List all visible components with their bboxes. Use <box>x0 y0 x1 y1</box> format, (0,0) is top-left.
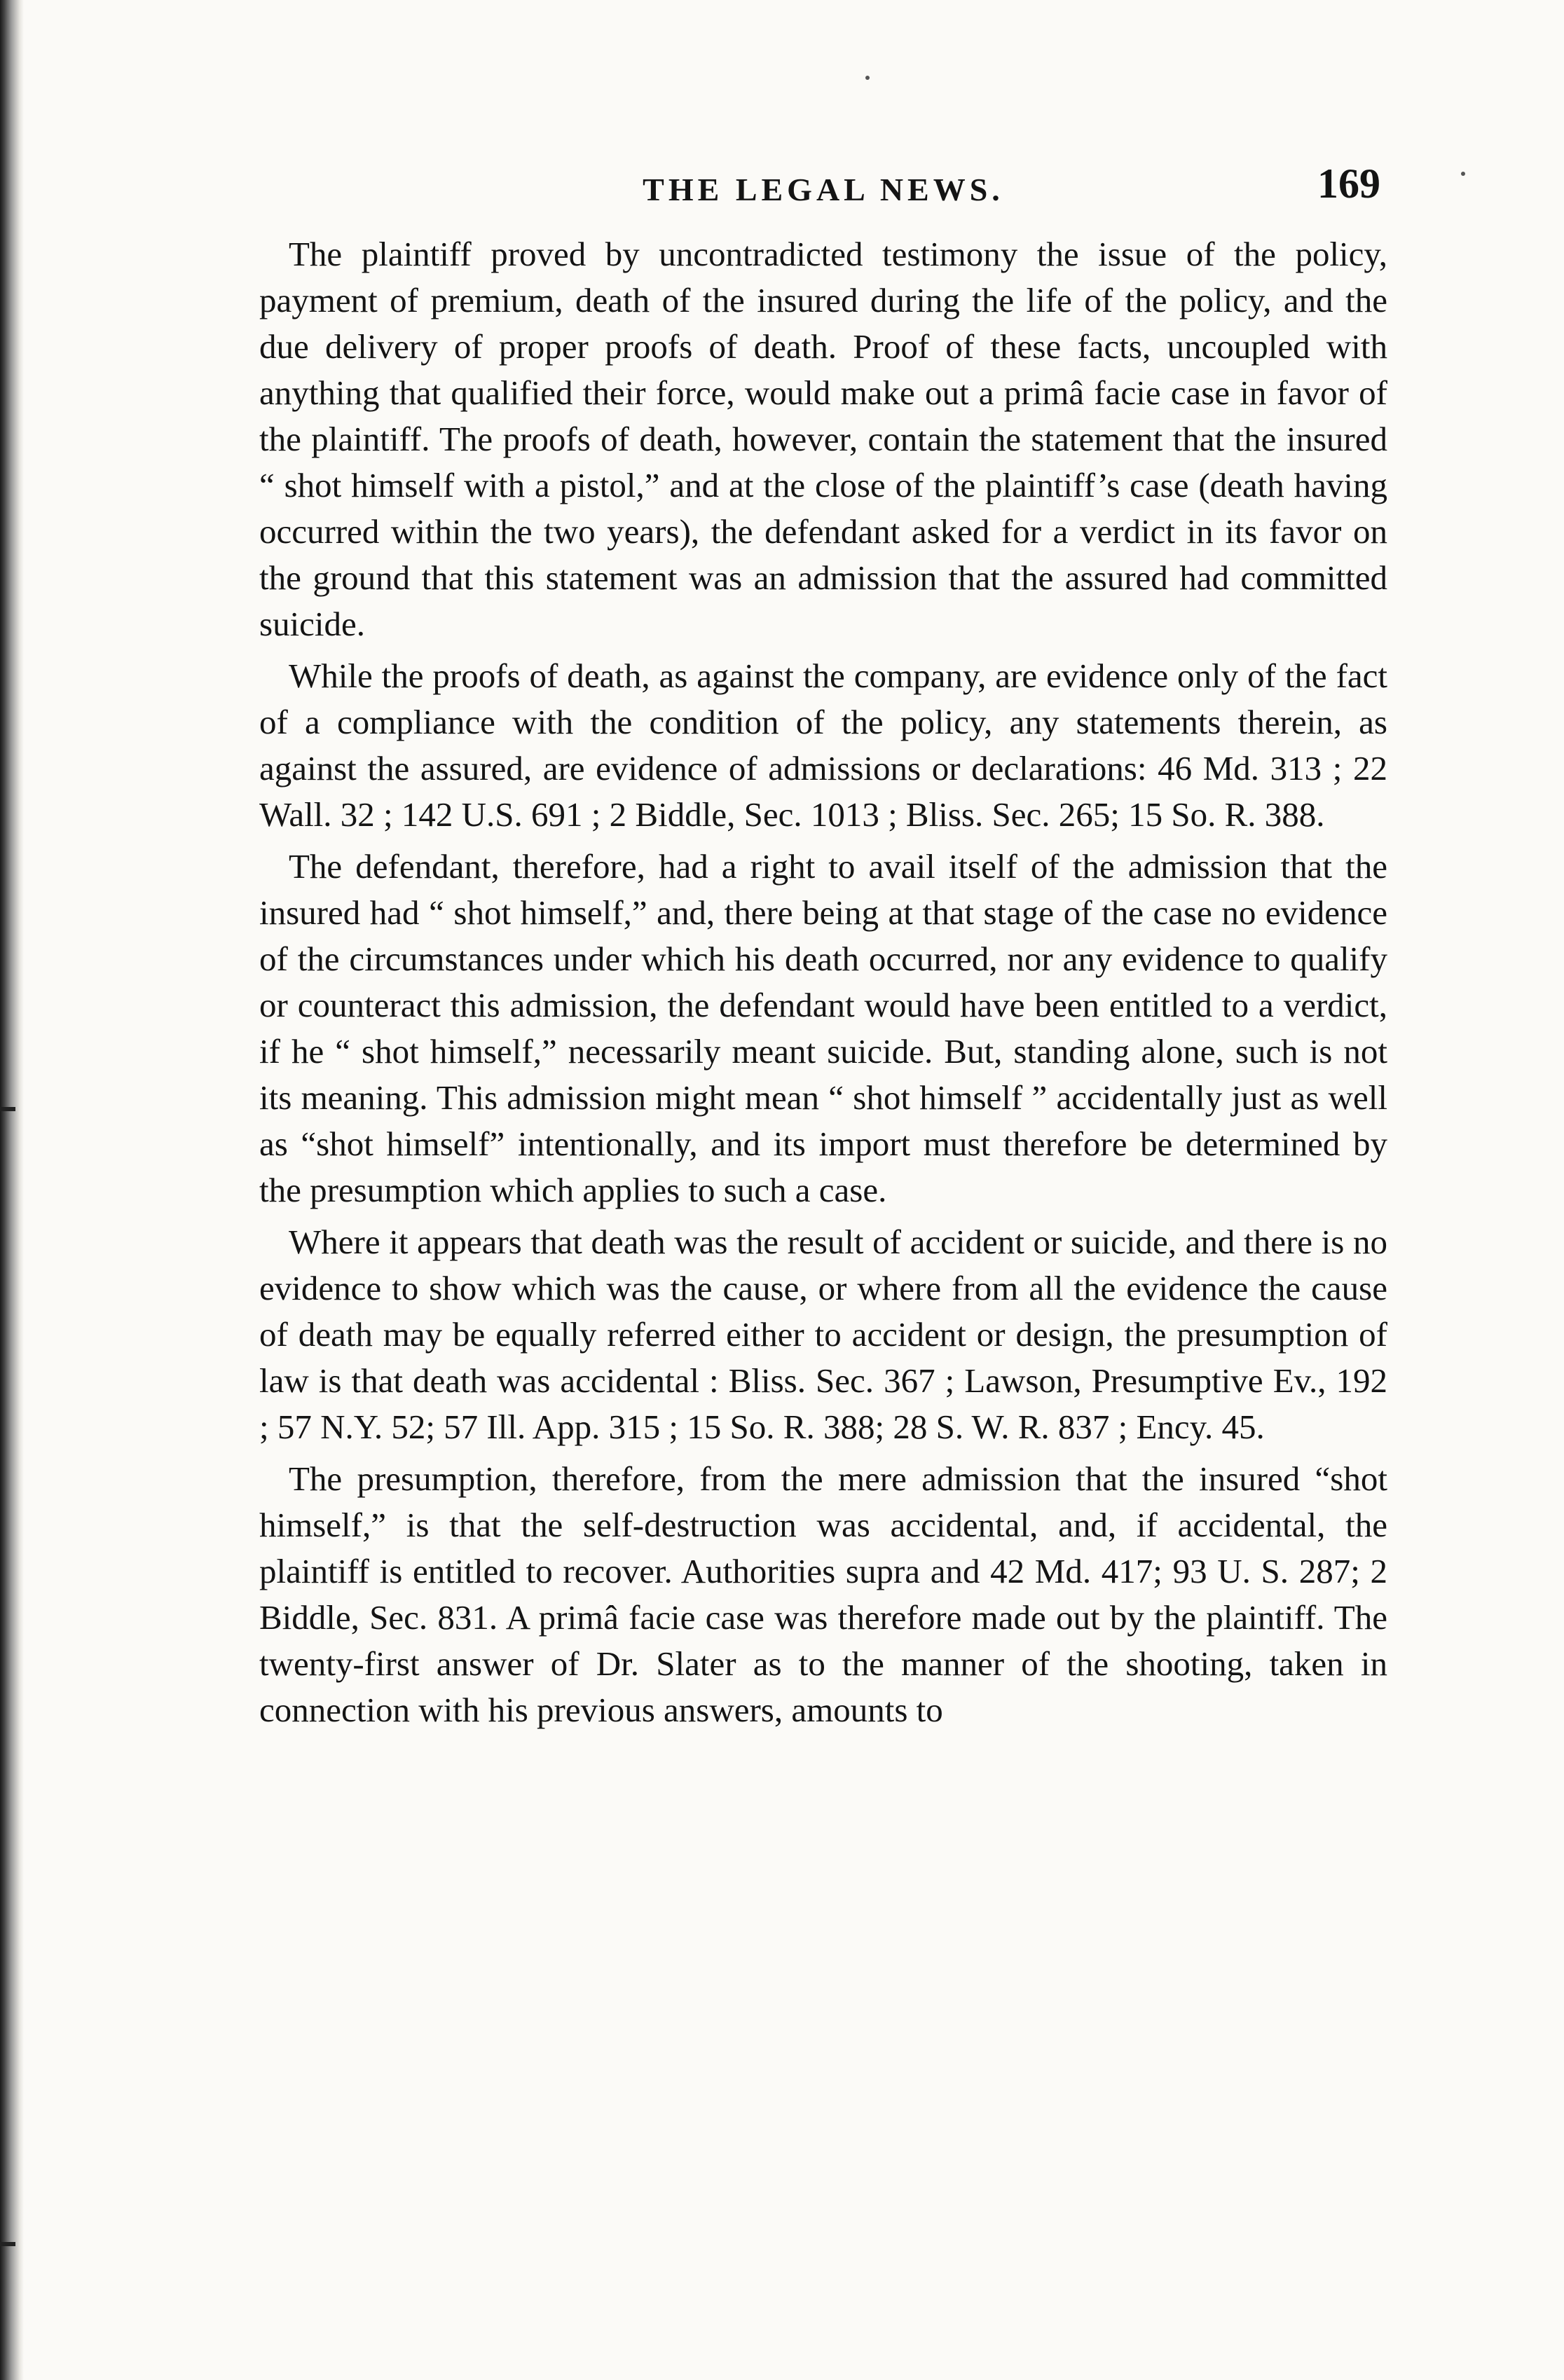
stray-dot <box>1461 172 1465 176</box>
paragraph: While the proofs of death, as against the company, are evidence only of the fact of a compliance with the condition of the policy, any statements therein, as against the assured, are evidence of admissions or declarations: 46 Md. 313 ; 22 Wall. 32 ; 142 U.S. 691 ; 2 Biddle, Sec. 1013 ; Bliss. Sec. 265; 15 So. R. 388. <box>259 656 1387 834</box>
binding-edge-mark <box>0 1107 15 1111</box>
paragraph: Where it appears that death was the result of accident or suicide, and there is no evidence to show which was the cause, or where from all the evidence the cause of death may be equally referred either to accident or design, the presumption of law is that death was accidental : Bliss. Sec. 367 ; Lawson, Presumptive Ev., 192 ; 57 N.Y. 52; 57 Ill. App. 315 ; 15 So. R. 388; 28 S. W. R. 837 ; Ency. 45. <box>259 1223 1387 1446</box>
running-head <box>259 154 1387 231</box>
paragraph: The defendant, therefore, had a right to avail itself of the admission that the insured had “ shot himself,” and, there being at that stage of the case no evidence of the circumstances under which his death occurred, nor any evidence to qualify or counteract this admission, the defendant would have been entitled to a verdict, if he “ shot himself,” necessarily meant suicide. But, standing alone, such is not its meaning. This admission might mean “ shot himself ” accidentally just as well as “shot himself” intentionally, and its import must therefore be determined by the presumption which applies to such a case. <box>259 847 1387 1209</box>
binding-edge-mark <box>0 2242 15 2246</box>
body-text <box>259 231 1387 1733</box>
journal-title: THE LEGAL NEWS. <box>643 172 1004 207</box>
paragraph: The plaintiff proved by uncontradicted testimony the issue of the policy, payment of premium, death of the insured during the life of the policy, and the due delivery of proper proofs of death. Proof of these facts, uncoupled with anything that qualified their force, would make out a primâ facie case in favor of the plaintiff. The proofs of death, however, contain the statement that the insured “ shot himself with a pistol,” and at the close of the plaintiff’s case (death having occurred within the two years), the defendant asked for a verdict in its favor on the ground that this statement was an admission that the assured had committed suicide. <box>259 235 1387 643</box>
paragraph: The presumption, therefore, from the mere admission that the insured “shot himself,” is that the self-destruction was accidental, and, if accidental, the plaintiff is entitled to recover. Authorities supra and 42 Md. 417; 93 U. S. 287; 2 Biddle, Sec. 831. A primâ facie case was therefore made out by the plaintiff. The twenty-first answer of Dr. Slater as to the manner of the shooting, taken in connection with his previous answers, amounts to <box>259 1459 1387 1729</box>
stray-dot <box>865 76 870 80</box>
document-page <box>259 154 1387 1739</box>
binding-edge-shadow <box>0 0 24 2380</box>
page-number: 169 <box>1317 160 1380 207</box>
